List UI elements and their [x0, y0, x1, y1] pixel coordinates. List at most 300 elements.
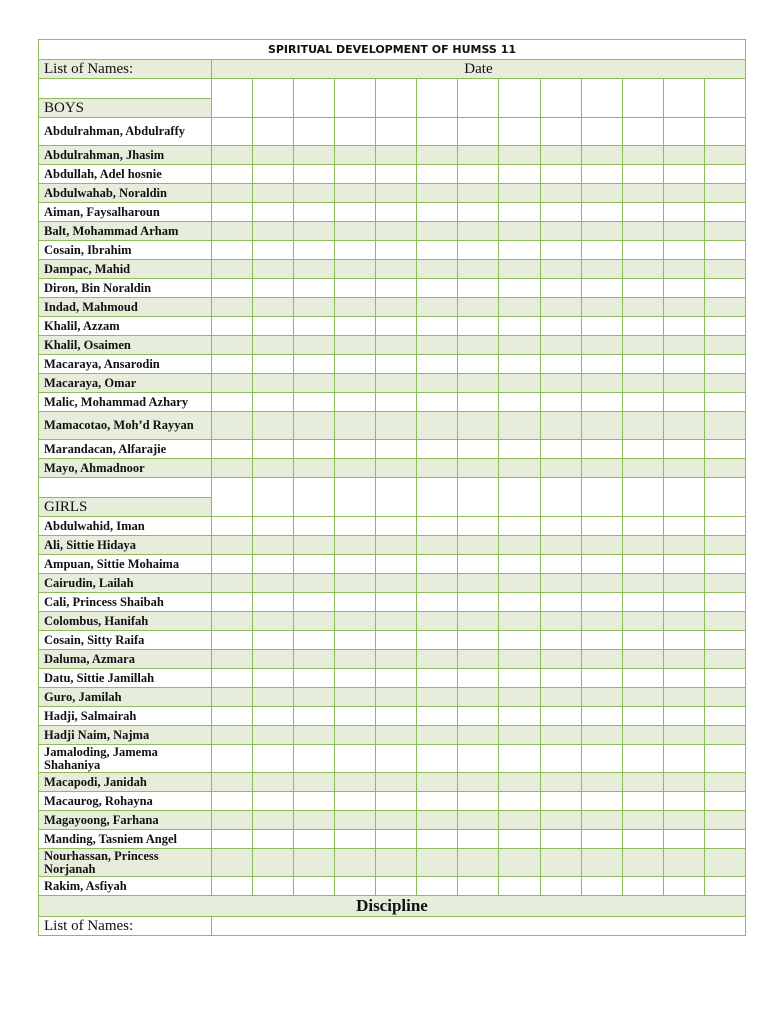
date-header-cell[interactable] — [540, 79, 581, 118]
attendance-cell[interactable] — [376, 669, 417, 688]
attendance-cell[interactable] — [376, 688, 417, 707]
attendance-cell[interactable] — [581, 165, 622, 184]
attendance-cell[interactable] — [417, 612, 458, 631]
attendance-cell[interactable] — [253, 203, 294, 222]
date-header-cell[interactable] — [376, 79, 417, 118]
attendance-cell[interactable] — [622, 555, 663, 574]
attendance-cell[interactable] — [458, 222, 499, 241]
date-header-cell[interactable] — [581, 79, 622, 118]
attendance-cell[interactable] — [663, 298, 704, 317]
attendance-cell[interactable] — [417, 688, 458, 707]
attendance-cell[interactable] — [622, 773, 663, 792]
attendance-cell[interactable] — [335, 745, 376, 773]
attendance-cell[interactable] — [253, 688, 294, 707]
attendance-cell[interactable] — [540, 830, 581, 849]
attendance-cell[interactable] — [581, 241, 622, 260]
attendance-cell[interactable] — [581, 317, 622, 336]
attendance-cell[interactable] — [294, 336, 335, 355]
attendance-cell[interactable] — [212, 792, 253, 811]
attendance-cell[interactable] — [622, 593, 663, 612]
attendance-cell[interactable] — [663, 279, 704, 298]
attendance-cell[interactable] — [663, 222, 704, 241]
attendance-cell[interactable] — [704, 298, 745, 317]
attendance-cell[interactable] — [335, 374, 376, 393]
attendance-cell[interactable] — [663, 849, 704, 877]
attendance-cell[interactable] — [581, 688, 622, 707]
attendance-cell[interactable] — [417, 374, 458, 393]
attendance-cell[interactable] — [335, 830, 376, 849]
attendance-cell[interactable] — [704, 773, 745, 792]
date-header-cell[interactable] — [663, 478, 704, 517]
attendance-cell[interactable] — [253, 184, 294, 203]
attendance-cell[interactable] — [212, 374, 253, 393]
attendance-cell[interactable] — [253, 650, 294, 669]
attendance-cell[interactable] — [499, 260, 540, 279]
attendance-cell[interactable] — [622, 222, 663, 241]
attendance-cell[interactable] — [663, 555, 704, 574]
attendance-cell[interactable] — [663, 631, 704, 650]
attendance-cell[interactable] — [499, 593, 540, 612]
attendance-cell[interactable] — [253, 631, 294, 650]
attendance-cell[interactable] — [499, 536, 540, 555]
attendance-cell[interactable] — [458, 707, 499, 726]
attendance-cell[interactable] — [499, 459, 540, 478]
attendance-cell[interactable] — [581, 146, 622, 165]
attendance-cell[interactable] — [458, 612, 499, 631]
attendance-cell[interactable] — [581, 222, 622, 241]
attendance-cell[interactable] — [581, 612, 622, 631]
attendance-cell[interactable] — [376, 593, 417, 612]
attendance-cell[interactable] — [212, 555, 253, 574]
attendance-cell[interactable] — [212, 222, 253, 241]
attendance-cell[interactable] — [376, 440, 417, 459]
attendance-cell[interactable] — [458, 650, 499, 669]
attendance-cell[interactable] — [704, 707, 745, 726]
attendance-cell[interactable] — [294, 612, 335, 631]
attendance-cell[interactable] — [376, 792, 417, 811]
attendance-cell[interactable] — [335, 849, 376, 877]
attendance-cell[interactable] — [335, 203, 376, 222]
attendance-cell[interactable] — [417, 650, 458, 669]
attendance-cell[interactable] — [540, 849, 581, 877]
attendance-cell[interactable] — [417, 279, 458, 298]
attendance-cell[interactable] — [663, 574, 704, 593]
attendance-cell[interactable] — [499, 555, 540, 574]
attendance-cell[interactable] — [294, 393, 335, 412]
attendance-cell[interactable] — [335, 877, 376, 896]
attendance-cell[interactable] — [540, 374, 581, 393]
attendance-cell[interactable] — [335, 707, 376, 726]
attendance-cell[interactable] — [417, 412, 458, 440]
attendance-cell[interactable] — [540, 574, 581, 593]
date-header-cell[interactable] — [294, 478, 335, 517]
attendance-cell[interactable] — [376, 574, 417, 593]
attendance-cell[interactable] — [253, 260, 294, 279]
attendance-cell[interactable] — [417, 726, 458, 745]
attendance-cell[interactable] — [253, 877, 294, 896]
date-header-cell[interactable] — [335, 478, 376, 517]
attendance-cell[interactable] — [581, 631, 622, 650]
attendance-cell[interactable] — [499, 688, 540, 707]
attendance-cell[interactable] — [417, 707, 458, 726]
attendance-cell[interactable] — [376, 745, 417, 773]
attendance-cell[interactable] — [212, 745, 253, 773]
attendance-cell[interactable] — [458, 830, 499, 849]
attendance-cell[interactable] — [294, 593, 335, 612]
attendance-cell[interactable] — [622, 165, 663, 184]
attendance-cell[interactable] — [458, 593, 499, 612]
attendance-cell[interactable] — [622, 440, 663, 459]
attendance-cell[interactable] — [663, 877, 704, 896]
attendance-cell[interactable] — [253, 811, 294, 830]
attendance-cell[interactable] — [581, 517, 622, 536]
attendance-cell[interactable] — [294, 146, 335, 165]
attendance-cell[interactable] — [376, 165, 417, 184]
attendance-cell[interactable] — [540, 669, 581, 688]
attendance-cell[interactable] — [704, 830, 745, 849]
attendance-cell[interactable] — [663, 745, 704, 773]
date-header-cell[interactable] — [335, 79, 376, 118]
attendance-cell[interactable] — [581, 669, 622, 688]
attendance-cell[interactable] — [417, 669, 458, 688]
attendance-cell[interactable] — [581, 459, 622, 478]
attendance-cell[interactable] — [540, 260, 581, 279]
attendance-cell[interactable] — [253, 146, 294, 165]
attendance-cell[interactable] — [540, 355, 581, 374]
attendance-cell[interactable] — [622, 279, 663, 298]
attendance-cell[interactable] — [335, 184, 376, 203]
attendance-cell[interactable] — [499, 118, 540, 146]
attendance-cell[interactable] — [663, 688, 704, 707]
attendance-cell[interactable] — [294, 241, 335, 260]
attendance-cell[interactable] — [663, 118, 704, 146]
attendance-cell[interactable] — [581, 355, 622, 374]
attendance-cell[interactable] — [253, 336, 294, 355]
attendance-cell[interactable] — [212, 650, 253, 669]
attendance-cell[interactable] — [663, 612, 704, 631]
attendance-cell[interactable] — [499, 184, 540, 203]
attendance-cell[interactable] — [540, 792, 581, 811]
attendance-cell[interactable] — [294, 849, 335, 877]
attendance-cell[interactable] — [540, 536, 581, 555]
attendance-cell[interactable] — [704, 877, 745, 896]
attendance-cell[interactable] — [622, 459, 663, 478]
attendance-cell[interactable] — [540, 517, 581, 536]
attendance-cell[interactable] — [335, 593, 376, 612]
attendance-cell[interactable] — [704, 279, 745, 298]
attendance-cell[interactable] — [458, 726, 499, 745]
attendance-cell[interactable] — [253, 830, 294, 849]
attendance-cell[interactable] — [704, 165, 745, 184]
attendance-cell[interactable] — [376, 203, 417, 222]
attendance-cell[interactable] — [417, 849, 458, 877]
attendance-cell[interactable] — [499, 203, 540, 222]
attendance-cell[interactable] — [499, 317, 540, 336]
attendance-cell[interactable] — [622, 688, 663, 707]
attendance-cell[interactable] — [663, 355, 704, 374]
attendance-cell[interactable] — [253, 279, 294, 298]
attendance-cell[interactable] — [294, 459, 335, 478]
attendance-cell[interactable] — [376, 631, 417, 650]
attendance-cell[interactable] — [417, 555, 458, 574]
attendance-cell[interactable] — [622, 669, 663, 688]
attendance-cell[interactable] — [294, 355, 335, 374]
date-header-cell[interactable] — [499, 478, 540, 517]
attendance-cell[interactable] — [417, 118, 458, 146]
attendance-cell[interactable] — [704, 393, 745, 412]
attendance-cell[interactable] — [335, 811, 376, 830]
attendance-cell[interactable] — [622, 650, 663, 669]
attendance-cell[interactable] — [253, 317, 294, 336]
attendance-cell[interactable] — [253, 593, 294, 612]
attendance-cell[interactable] — [704, 440, 745, 459]
attendance-cell[interactable] — [663, 459, 704, 478]
attendance-cell[interactable] — [622, 849, 663, 877]
attendance-cell[interactable] — [335, 412, 376, 440]
attendance-cell[interactable] — [417, 222, 458, 241]
attendance-cell[interactable] — [704, 745, 745, 773]
attendance-cell[interactable] — [540, 412, 581, 440]
attendance-cell[interactable] — [704, 146, 745, 165]
date-header-cell[interactable] — [417, 478, 458, 517]
attendance-cell[interactable] — [335, 393, 376, 412]
attendance-cell[interactable] — [335, 773, 376, 792]
attendance-cell[interactable] — [663, 517, 704, 536]
attendance-cell[interactable] — [335, 650, 376, 669]
attendance-cell[interactable] — [663, 260, 704, 279]
attendance-cell[interactable] — [458, 669, 499, 688]
attendance-cell[interactable] — [335, 298, 376, 317]
attendance-cell[interactable] — [663, 669, 704, 688]
attendance-cell[interactable] — [704, 849, 745, 877]
discipline-entry-cell[interactable] — [212, 917, 746, 936]
attendance-cell[interactable] — [663, 773, 704, 792]
attendance-cell[interactable] — [499, 440, 540, 459]
attendance-cell[interactable] — [335, 355, 376, 374]
attendance-cell[interactable] — [704, 574, 745, 593]
attendance-cell[interactable] — [212, 165, 253, 184]
attendance-cell[interactable] — [622, 707, 663, 726]
attendance-cell[interactable] — [458, 440, 499, 459]
attendance-cell[interactable] — [540, 459, 581, 478]
attendance-cell[interactable] — [581, 830, 622, 849]
attendance-cell[interactable] — [335, 459, 376, 478]
attendance-cell[interactable] — [253, 440, 294, 459]
attendance-cell[interactable] — [704, 669, 745, 688]
attendance-cell[interactable] — [417, 336, 458, 355]
attendance-cell[interactable] — [335, 260, 376, 279]
attendance-cell[interactable] — [663, 792, 704, 811]
attendance-cell[interactable] — [294, 517, 335, 536]
attendance-cell[interactable] — [540, 317, 581, 336]
attendance-cell[interactable] — [294, 631, 335, 650]
attendance-cell[interactable] — [499, 393, 540, 412]
attendance-cell[interactable] — [253, 118, 294, 146]
attendance-cell[interactable] — [212, 669, 253, 688]
attendance-cell[interactable] — [704, 317, 745, 336]
attendance-cell[interactable] — [212, 593, 253, 612]
attendance-cell[interactable] — [499, 830, 540, 849]
attendance-cell[interactable] — [335, 222, 376, 241]
attendance-cell[interactable] — [622, 393, 663, 412]
attendance-cell[interactable] — [622, 241, 663, 260]
attendance-cell[interactable] — [704, 688, 745, 707]
attendance-cell[interactable] — [704, 726, 745, 745]
attendance-cell[interactable] — [212, 459, 253, 478]
attendance-cell[interactable] — [376, 536, 417, 555]
attendance-cell[interactable] — [376, 355, 417, 374]
attendance-cell[interactable] — [704, 355, 745, 374]
attendance-cell[interactable] — [376, 393, 417, 412]
attendance-cell[interactable] — [581, 877, 622, 896]
attendance-cell[interactable] — [212, 726, 253, 745]
attendance-cell[interactable] — [540, 118, 581, 146]
attendance-cell[interactable] — [417, 593, 458, 612]
attendance-cell[interactable] — [253, 374, 294, 393]
attendance-cell[interactable] — [622, 298, 663, 317]
attendance-cell[interactable] — [663, 317, 704, 336]
date-header-cell[interactable] — [581, 478, 622, 517]
attendance-cell[interactable] — [294, 830, 335, 849]
attendance-cell[interactable] — [663, 536, 704, 555]
attendance-cell[interactable] — [663, 726, 704, 745]
attendance-cell[interactable] — [663, 830, 704, 849]
attendance-cell[interactable] — [417, 355, 458, 374]
attendance-cell[interactable] — [417, 536, 458, 555]
attendance-cell[interactable] — [458, 688, 499, 707]
attendance-cell[interactable] — [581, 773, 622, 792]
attendance-cell[interactable] — [540, 298, 581, 317]
date-header-cell[interactable] — [622, 478, 663, 517]
attendance-cell[interactable] — [540, 336, 581, 355]
attendance-cell[interactable] — [458, 555, 499, 574]
attendance-cell[interactable] — [581, 555, 622, 574]
attendance-cell[interactable] — [417, 440, 458, 459]
attendance-cell[interactable] — [212, 707, 253, 726]
attendance-cell[interactable] — [458, 849, 499, 877]
attendance-cell[interactable] — [499, 745, 540, 773]
date-header-cell[interactable] — [212, 478, 253, 517]
attendance-cell[interactable] — [253, 745, 294, 773]
attendance-cell[interactable] — [212, 574, 253, 593]
attendance-cell[interactable] — [253, 612, 294, 631]
attendance-cell[interactable] — [622, 574, 663, 593]
attendance-cell[interactable] — [417, 184, 458, 203]
attendance-cell[interactable] — [294, 298, 335, 317]
attendance-cell[interactable] — [499, 792, 540, 811]
attendance-cell[interactable] — [499, 631, 540, 650]
attendance-cell[interactable] — [417, 877, 458, 896]
attendance-cell[interactable] — [294, 773, 335, 792]
attendance-cell[interactable] — [376, 298, 417, 317]
attendance-cell[interactable] — [253, 726, 294, 745]
attendance-cell[interactable] — [253, 222, 294, 241]
attendance-cell[interactable] — [212, 811, 253, 830]
attendance-cell[interactable] — [212, 260, 253, 279]
attendance-cell[interactable] — [499, 355, 540, 374]
attendance-cell[interactable] — [253, 849, 294, 877]
attendance-cell[interactable] — [458, 241, 499, 260]
attendance-cell[interactable] — [540, 393, 581, 412]
attendance-cell[interactable] — [458, 203, 499, 222]
attendance-cell[interactable] — [376, 260, 417, 279]
attendance-cell[interactable] — [458, 773, 499, 792]
date-header-cell[interactable] — [704, 478, 745, 517]
attendance-cell[interactable] — [458, 517, 499, 536]
attendance-cell[interactable] — [458, 792, 499, 811]
attendance-cell[interactable] — [417, 317, 458, 336]
attendance-cell[interactable] — [458, 355, 499, 374]
attendance-cell[interactable] — [417, 298, 458, 317]
attendance-cell[interactable] — [212, 317, 253, 336]
attendance-cell[interactable] — [417, 241, 458, 260]
attendance-cell[interactable] — [704, 593, 745, 612]
attendance-cell[interactable] — [458, 165, 499, 184]
attendance-cell[interactable] — [499, 146, 540, 165]
attendance-cell[interactable] — [212, 612, 253, 631]
attendance-cell[interactable] — [622, 374, 663, 393]
attendance-cell[interactable] — [704, 118, 745, 146]
attendance-cell[interactable] — [335, 146, 376, 165]
attendance-cell[interactable] — [294, 792, 335, 811]
attendance-cell[interactable] — [540, 745, 581, 773]
attendance-cell[interactable] — [253, 669, 294, 688]
attendance-cell[interactable] — [294, 688, 335, 707]
attendance-cell[interactable] — [704, 412, 745, 440]
attendance-cell[interactable] — [663, 593, 704, 612]
attendance-cell[interactable] — [253, 555, 294, 574]
date-header-cell[interactable] — [458, 79, 499, 118]
date-header-cell[interactable] — [458, 478, 499, 517]
attendance-cell[interactable] — [458, 184, 499, 203]
attendance-cell[interactable] — [335, 317, 376, 336]
attendance-cell[interactable] — [458, 811, 499, 830]
attendance-cell[interactable] — [335, 574, 376, 593]
attendance-cell[interactable] — [253, 517, 294, 536]
attendance-cell[interactable] — [581, 536, 622, 555]
attendance-cell[interactable] — [458, 374, 499, 393]
attendance-cell[interactable] — [335, 688, 376, 707]
attendance-cell[interactable] — [294, 745, 335, 773]
attendance-cell[interactable] — [294, 650, 335, 669]
attendance-cell[interactable] — [581, 574, 622, 593]
attendance-cell[interactable] — [499, 374, 540, 393]
attendance-cell[interactable] — [376, 374, 417, 393]
attendance-cell[interactable] — [622, 612, 663, 631]
attendance-cell[interactable] — [294, 440, 335, 459]
attendance-cell[interactable] — [253, 241, 294, 260]
attendance-cell[interactable] — [212, 440, 253, 459]
attendance-cell[interactable] — [581, 811, 622, 830]
attendance-cell[interactable] — [663, 203, 704, 222]
attendance-cell[interactable] — [253, 165, 294, 184]
attendance-cell[interactable] — [663, 184, 704, 203]
attendance-cell[interactable] — [212, 536, 253, 555]
attendance-cell[interactable] — [704, 517, 745, 536]
attendance-cell[interactable] — [458, 336, 499, 355]
attendance-cell[interactable] — [253, 355, 294, 374]
attendance-cell[interactable] — [663, 241, 704, 260]
attendance-cell[interactable] — [622, 118, 663, 146]
attendance-cell[interactable] — [335, 440, 376, 459]
attendance-cell[interactable] — [253, 412, 294, 440]
attendance-cell[interactable] — [212, 184, 253, 203]
attendance-cell[interactable] — [499, 412, 540, 440]
attendance-cell[interactable] — [417, 574, 458, 593]
attendance-cell[interactable] — [458, 260, 499, 279]
attendance-cell[interactable] — [704, 650, 745, 669]
date-header-cell[interactable] — [212, 79, 253, 118]
